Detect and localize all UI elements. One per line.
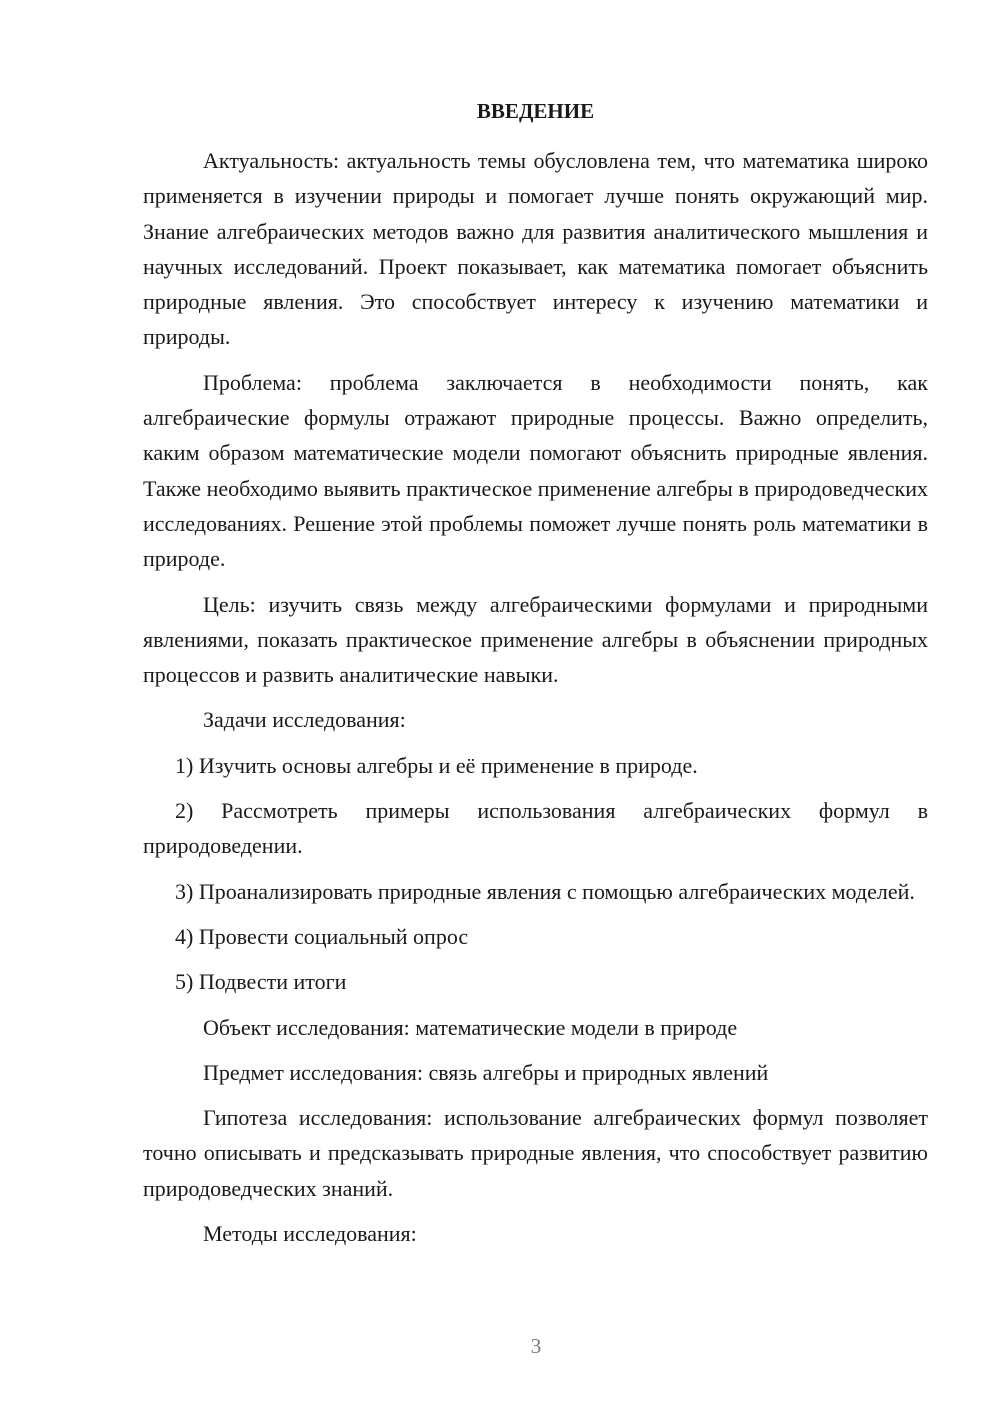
paragraph-object: Объект исследования: математические модели в природе bbox=[203, 1014, 738, 1040]
paragraph-methods: Методы исследования: bbox=[203, 1221, 417, 1247]
task-item-4: 4) Провести социальный опрос bbox=[175, 923, 469, 949]
paragraph-hypothesis: Гипотеза исследования: использование алгебраических формул позволяет точно описывать и предсказывать природные явления, что способствует развитию природоведческих знаний. bbox=[143, 1105, 928, 1201]
document-body bbox=[143, 143, 928, 1261]
task-item-1: 1) Изучить основы алгебры и её применение в природе. bbox=[175, 752, 698, 778]
page-number: 3 bbox=[530, 1334, 542, 1358]
paragraph-relevance: Актуальность: актуальность темы обусловлена тем, что математика широко применяется в изучении природы и помогает лучше понять окружающий мир. Знание алгебраических методов важно для развития аналитического мышления и научных исследований. Проект показывает, как математика помогает объяснить природные явления. Это способствует интересу к изучению математики и природы. bbox=[143, 148, 928, 350]
task-item-5: 5) Подвести итоги bbox=[175, 969, 347, 995]
paragraph-goal: Цель: изучить связь между алгебраическими формулами и природными явлениями, показать практическое применение алгебры в объяснении природных процессов и развить аналитические навыки. bbox=[143, 591, 928, 688]
paragraph-problem: Проблема: проблема заключается в необходимости понять, как алгебраические формулы отражают природные процессы. Важно определить, каким образом математические модели помогают объяснить природные явления. Также необходимо выявить практическое применение алгебры в природоведческих исследованиях. Решение этой проблемы поможет лучше понять роль математики в природе. bbox=[143, 369, 928, 572]
section-heading: ВВЕДЕНИЕ bbox=[476, 99, 595, 123]
task-item-2: 2) Рассмотреть примеры использования алгебраических формул в природоведении. bbox=[143, 798, 928, 859]
paragraph-subject: Предмет исследования: связь алгебры и природных явлений bbox=[203, 1059, 769, 1085]
paragraph-tasks-heading: Задачи исследования: bbox=[203, 707, 406, 733]
task-item-3: 3) Проанализировать природные явления с помощью алгебраических моделей. bbox=[175, 878, 915, 904]
